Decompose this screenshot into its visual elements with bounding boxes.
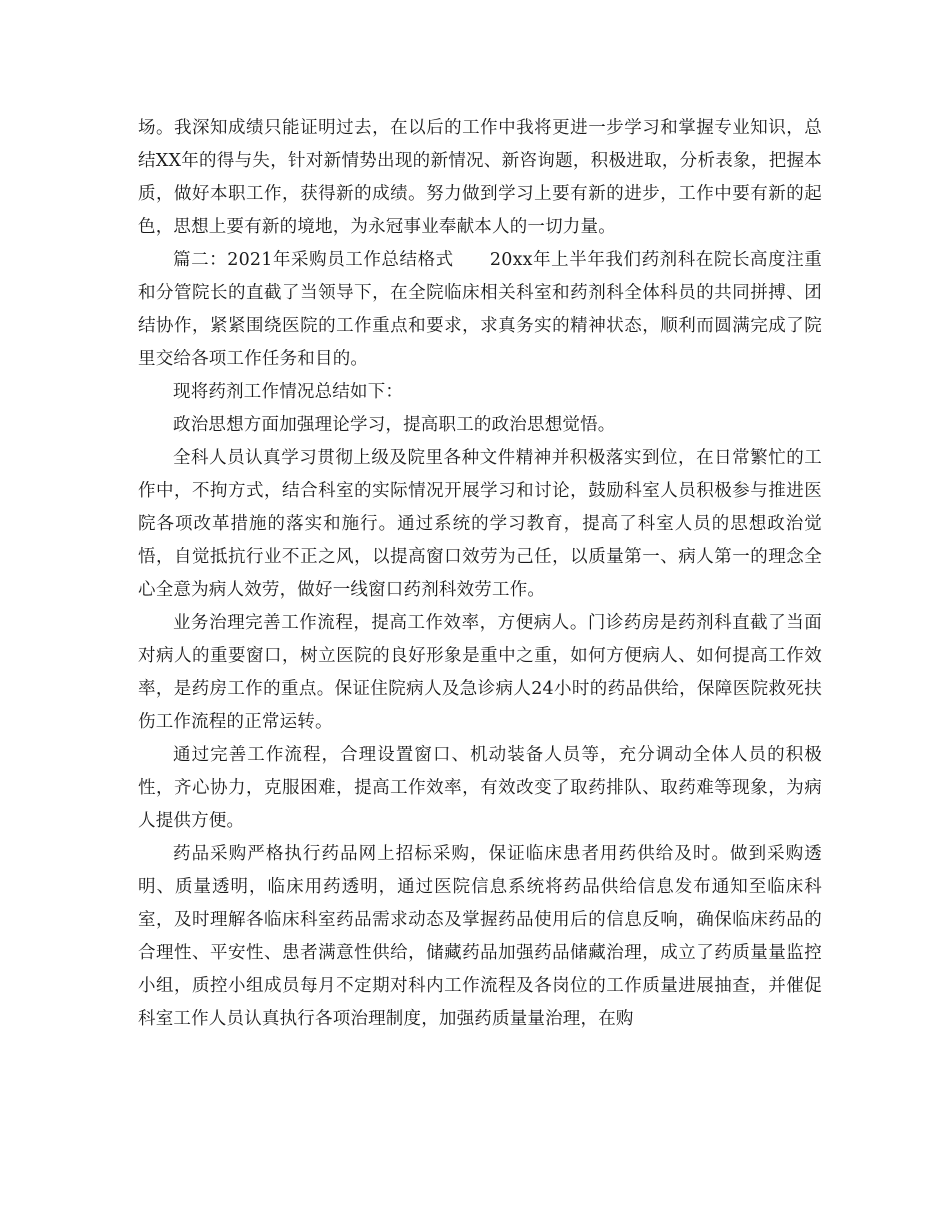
- paragraph-1: 场。我深知成绩只能证明过去，在以后的工作中我将更进一步学习和掌握专业知识，总结XX年的得与失，针对新情势出现的新情况、新咨询题，积极进取，分析表象，把握本质，做好本职工作，获得新的成绩。努力做到学习上要有新的进步，工作中要有新的起色，思想上要有新的境地，为永冠事业奉献本人的一切力量。: [138, 118, 822, 237]
- paragraph-2: 篇二：2021年采购员工作总结格式 20xx年上半年我们药剂科在院长高度注重和分管院长的直截了当领导下，在全院临床相关科室和药剂科全体科员的共同拼搏、团结协作，紧紧围绕医院的工作重点和要求，求真务实的精神状态，顺利而圆满完成了院里交给各项工作任务和目的。: [138, 250, 822, 369]
- paragraph-3: 现将药剂工作情况总结如下：: [173, 382, 404, 402]
- paragraph-8: 药品采购严格执行药品网上招标采购，保证临床患者用药供给及时。做到采购透明、质量透明，临床用药透明，通过医院信息系统将药品供给信息发布通知至临床科室，及时理解各临床科室药品需求动态及掌握药品使用后的信息反响，确保临床药品的合理性、平安性、患者满意性供给，储藏药品加强药品储藏治理，成立了药质量量监控小组，质控小组成员每月不定期对科内工作流程及各岗位的工作质量进展抽查，并催促科室工作人员认真执行各项治理制度，加强药质量量治理，在购: [138, 844, 822, 1029]
- paragraph-5: 全科人员认真学习贯彻上级及院里各种文件精神并积极落实到位，在日常繁忙的工作中，不拘方式，结合科室的实际情况开展学习和讨论，鼓励科室人员积极参与推进医院各项改革措施的落实和施行。通过系统的学习教育，提高了科室人员的思想政治觉悟，自觉抵抗行业不正之风，以提高窗口效劳为己任，以质量第一、病人第一的理念全心全意为病人效劳，做好一线窗口药剂科效劳工作。: [138, 448, 822, 600]
- document-body: [138, 112, 822, 1036]
- paragraph-7: 通过完善工作流程，合理设置窗口、机动装备人员等，充分调动全体人员的积极性，齐心协力，克服困难，提高工作效率，有效改变了取药排队、取药难等现象，为病人提供方便。: [138, 745, 822, 831]
- paragraph-4: 政治思想方面加强理论学习，提高职工的政治思想觉悟。: [173, 415, 616, 435]
- paragraph-6: 业务治理完善工作流程，提高工作效率，方便病人。门诊药房是药剂科直截了当面对病人的重要窗口，树立医院的良好形象是重中之重，如何方便病人、如何提高工作效率，是药房工作的重点。保证住院病人及急诊病人24小时的药品供给，保障医院救死扶伤工作流程的正常运转。: [138, 613, 822, 732]
